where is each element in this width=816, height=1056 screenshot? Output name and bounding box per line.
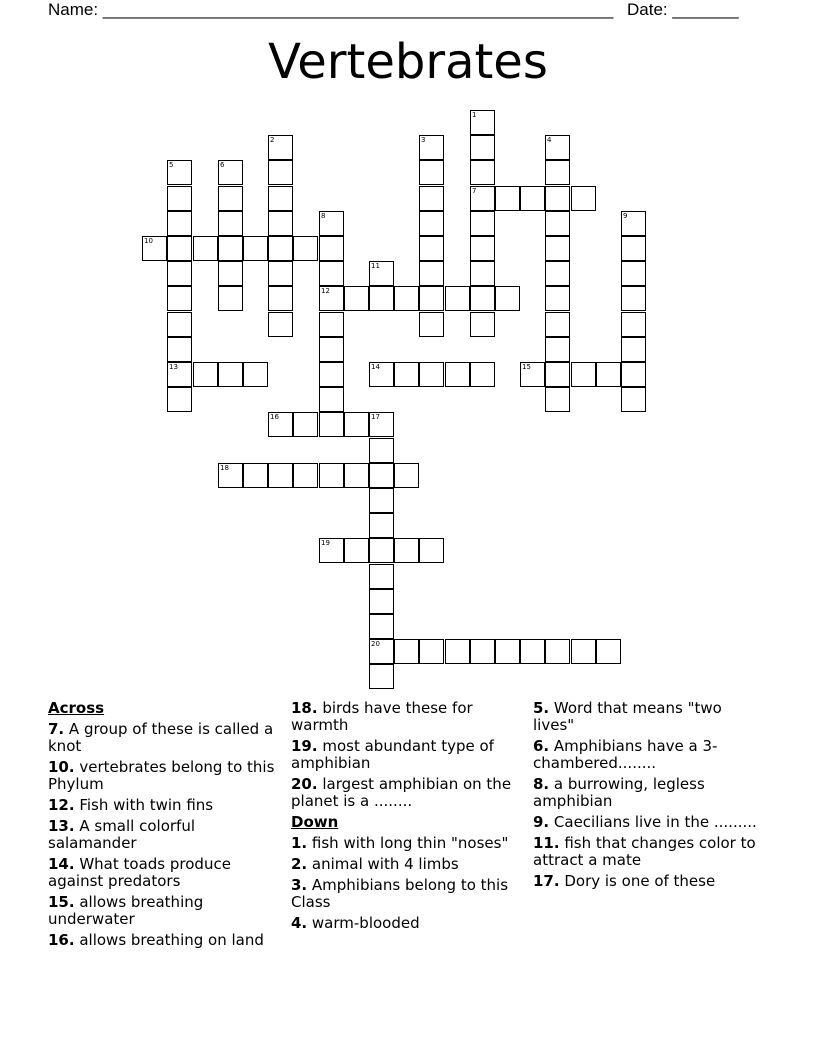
clue-item bbox=[48, 797, 280, 814]
clue-number: 1 bbox=[472, 111, 477, 119]
clue-item bbox=[291, 776, 516, 810]
crossword-cell[interactable] bbox=[545, 337, 570, 362]
crossword-cell[interactable] bbox=[319, 312, 344, 337]
clue-number: 19 bbox=[321, 539, 330, 547]
crossword-cell[interactable] bbox=[167, 261, 192, 286]
clue-number: 6 bbox=[220, 161, 225, 169]
crossword-cell[interactable] bbox=[167, 160, 192, 185]
crossword-cell[interactable] bbox=[268, 160, 293, 185]
crossword-cell[interactable] bbox=[319, 236, 344, 261]
crossword-cell[interactable] bbox=[571, 362, 596, 387]
crossword-cell[interactable] bbox=[369, 261, 394, 286]
crossword-cell[interactable] bbox=[293, 463, 318, 488]
clue-text: largest amphibian on the planet is a ........ bbox=[291, 775, 512, 810]
crossword-cell[interactable] bbox=[243, 362, 268, 387]
across-clue-list-continued bbox=[291, 700, 516, 810]
crossword-cell[interactable] bbox=[218, 236, 243, 261]
clue-text: Amphibians belong to this Class bbox=[291, 876, 509, 911]
clue-number-label: 11. bbox=[533, 834, 560, 852]
crossword-cell[interactable] bbox=[394, 639, 419, 664]
clue-text: A group of these is called a knot bbox=[48, 720, 274, 755]
crossword-cell[interactable] bbox=[369, 589, 394, 614]
clues-column-3 bbox=[533, 700, 758, 894]
clues-column-2 bbox=[291, 700, 516, 936]
crossword-cell[interactable] bbox=[545, 261, 570, 286]
crossword-cell[interactable] bbox=[319, 463, 344, 488]
clue-number-label: 4. bbox=[291, 914, 308, 932]
crossword-cell[interactable] bbox=[470, 236, 495, 261]
clue-number-label: 1. bbox=[291, 834, 308, 852]
clue-text: birds have these for warmth bbox=[291, 699, 473, 734]
crossword-cell[interactable] bbox=[419, 236, 444, 261]
clue-text: Fish with twin fins bbox=[74, 796, 214, 814]
crossword-cell[interactable] bbox=[218, 186, 243, 211]
crossword-cell[interactable] bbox=[167, 236, 192, 261]
clue-number-label: 6. bbox=[533, 737, 550, 755]
crossword-cell[interactable] bbox=[621, 286, 646, 311]
crossword-cell[interactable] bbox=[319, 538, 344, 563]
clue-number-label: 3. bbox=[291, 876, 308, 894]
crossword-cell[interactable] bbox=[419, 286, 444, 311]
clue-text: animal with 4 limbs bbox=[307, 855, 459, 873]
clue-number-label: 19. bbox=[291, 737, 318, 755]
crossword-cell[interactable] bbox=[293, 236, 318, 261]
crossword-cell[interactable] bbox=[319, 286, 344, 311]
crossword-cell[interactable] bbox=[419, 312, 444, 337]
crossword-cell[interactable] bbox=[470, 135, 495, 160]
crossword-cell[interactable] bbox=[268, 236, 293, 261]
crossword-cell[interactable] bbox=[369, 538, 394, 563]
clue-number-label: 7. bbox=[48, 720, 65, 738]
clue-number-label: 15. bbox=[48, 893, 75, 911]
clue-number: 15 bbox=[522, 363, 531, 371]
crossword-cell[interactable] bbox=[369, 664, 394, 689]
crossword-cell[interactable] bbox=[419, 160, 444, 185]
crossword-cell[interactable] bbox=[369, 286, 394, 311]
page-title: Vertebrates bbox=[268, 34, 548, 90]
crossword-cell[interactable] bbox=[545, 312, 570, 337]
crossword-cell[interactable] bbox=[545, 160, 570, 185]
clue-item bbox=[291, 700, 516, 734]
crossword-cell[interactable] bbox=[545, 211, 570, 236]
crossword-cell[interactable] bbox=[520, 639, 545, 664]
crossword-cell[interactable] bbox=[419, 538, 444, 563]
clue-text: Amphibians have a 3-chambered........ bbox=[533, 737, 718, 772]
clue-item bbox=[533, 738, 758, 772]
crossword-cell[interactable] bbox=[470, 186, 495, 211]
crossword-cell[interactable] bbox=[545, 387, 570, 412]
clue-text: warm-blooded bbox=[307, 914, 420, 932]
crossword-cell[interactable] bbox=[167, 186, 192, 211]
clue-text: allows breathing on land bbox=[74, 931, 264, 949]
down-clue-list bbox=[291, 835, 516, 932]
clue-text: What toads produce against predators bbox=[48, 855, 231, 890]
crossword-cell[interactable] bbox=[319, 337, 344, 362]
crossword-cell[interactable] bbox=[621, 362, 646, 387]
crossword-cell[interactable] bbox=[268, 186, 293, 211]
crossword-cell[interactable] bbox=[218, 362, 243, 387]
crossword-cell[interactable] bbox=[621, 337, 646, 362]
crossword-cell[interactable] bbox=[621, 387, 646, 412]
crossword-cell[interactable] bbox=[419, 211, 444, 236]
clue-number: 3 bbox=[421, 136, 426, 144]
crossword-cell[interactable] bbox=[445, 362, 470, 387]
crossword-cell[interactable] bbox=[268, 463, 293, 488]
crossword-cell[interactable] bbox=[571, 639, 596, 664]
crossword-cell[interactable] bbox=[394, 538, 419, 563]
crossword-cell[interactable] bbox=[394, 463, 419, 488]
clue-number: 5 bbox=[169, 161, 174, 169]
crossword-cell[interactable] bbox=[142, 236, 167, 261]
clue-number: 11 bbox=[371, 262, 380, 270]
crossword-cell[interactable] bbox=[419, 639, 444, 664]
crossword-cell[interactable] bbox=[369, 362, 394, 387]
crossword-cell[interactable] bbox=[369, 614, 394, 639]
clue-number-label: 5. bbox=[533, 699, 550, 717]
clue-item bbox=[291, 915, 516, 932]
crossword-cell[interactable] bbox=[268, 211, 293, 236]
clue-item bbox=[533, 814, 758, 831]
crossword-cell[interactable] bbox=[193, 362, 218, 387]
crossword-cell[interactable] bbox=[621, 236, 646, 261]
down-clue-list-continued bbox=[533, 700, 758, 890]
crossword-cell[interactable] bbox=[268, 286, 293, 311]
clue-item bbox=[48, 759, 280, 793]
crossword-cell[interactable] bbox=[268, 312, 293, 337]
clue-item bbox=[48, 932, 280, 949]
clue-item bbox=[48, 894, 280, 928]
crossword-cell[interactable] bbox=[268, 261, 293, 286]
crossword-cell[interactable] bbox=[470, 362, 495, 387]
crossword-cell[interactable] bbox=[167, 362, 192, 387]
crossword-cell[interactable] bbox=[470, 160, 495, 185]
crossword-cell[interactable] bbox=[419, 135, 444, 160]
crossword-cell[interactable] bbox=[243, 463, 268, 488]
clue-text: Caecilians live in the ......... bbox=[549, 813, 757, 831]
clue-text: fish with long thin "noses" bbox=[307, 834, 509, 852]
clue-item bbox=[291, 856, 516, 873]
crossword-cell[interactable] bbox=[293, 412, 318, 437]
crossword-cell[interactable] bbox=[344, 412, 369, 437]
clue-number: 17 bbox=[371, 413, 380, 421]
clue-number-label: 12. bbox=[48, 796, 75, 814]
clue-item bbox=[291, 835, 516, 852]
clue-number-label: 13. bbox=[48, 817, 75, 835]
clue-number: 8 bbox=[321, 212, 326, 220]
crossword-cell[interactable] bbox=[218, 463, 243, 488]
crossword-cell[interactable] bbox=[470, 211, 495, 236]
crossword-cell[interactable] bbox=[369, 412, 394, 437]
crossword-cell[interactable] bbox=[167, 286, 192, 311]
crossword-cell[interactable] bbox=[369, 513, 394, 538]
clue-text: a burrowing, legless amphibian bbox=[533, 775, 705, 810]
clue-number-label: 2. bbox=[291, 855, 308, 873]
crossword-cell[interactable] bbox=[545, 186, 570, 211]
down-heading: Down bbox=[291, 813, 339, 831]
crossword-cell[interactable] bbox=[243, 236, 268, 261]
clue-number-label: 18. bbox=[291, 699, 318, 717]
crossword-cell[interactable] bbox=[167, 312, 192, 337]
crossword-cell[interactable] bbox=[495, 186, 520, 211]
crossword-cell[interactable] bbox=[167, 211, 192, 236]
clue-text: most abundant type of amphibian bbox=[291, 737, 494, 772]
clue-number: 7 bbox=[472, 187, 477, 195]
clue-number: 10 bbox=[144, 237, 153, 245]
crossword-cell[interactable] bbox=[193, 236, 218, 261]
crossword-cell[interactable] bbox=[218, 160, 243, 185]
clue-item bbox=[291, 738, 516, 772]
crossword-cell[interactable] bbox=[344, 538, 369, 563]
across-clue-list bbox=[48, 721, 280, 949]
date-field-label: Date: _______ bbox=[627, 0, 739, 19]
crossword-cell[interactable] bbox=[520, 362, 545, 387]
clue-item bbox=[533, 700, 758, 734]
clue-number-label: 8. bbox=[533, 775, 550, 793]
crossword-cell[interactable] bbox=[545, 362, 570, 387]
crossword-cell[interactable] bbox=[218, 211, 243, 236]
clue-number: 4 bbox=[547, 136, 552, 144]
crossword-cell[interactable] bbox=[545, 236, 570, 261]
clue-item bbox=[48, 721, 280, 755]
clue-number: 2 bbox=[270, 136, 275, 144]
crossword-cell[interactable] bbox=[419, 362, 444, 387]
crossword-cell[interactable] bbox=[344, 463, 369, 488]
crossword-cell[interactable] bbox=[621, 261, 646, 286]
clue-number-label: 9. bbox=[533, 813, 550, 831]
crossword-cell[interactable] bbox=[319, 387, 344, 412]
crossword-cell[interactable] bbox=[545, 639, 570, 664]
clue-item bbox=[533, 835, 758, 869]
clue-number: 16 bbox=[270, 413, 279, 421]
clue-number: 13 bbox=[169, 363, 178, 371]
clue-text: Word that means "two lives" bbox=[533, 699, 722, 734]
clue-item bbox=[533, 776, 758, 810]
crossword-cell[interactable] bbox=[167, 337, 192, 362]
crossword-cell[interactable] bbox=[218, 261, 243, 286]
crossword-cell[interactable] bbox=[545, 135, 570, 160]
across-heading: Across bbox=[48, 699, 105, 717]
crossword-cell[interactable] bbox=[470, 639, 495, 664]
crossword-cell[interactable] bbox=[520, 186, 545, 211]
crossword-cell[interactable] bbox=[319, 261, 344, 286]
clue-number: 9 bbox=[623, 212, 628, 220]
clue-number-label: 10. bbox=[48, 758, 75, 776]
crossword-cell[interactable] bbox=[419, 261, 444, 286]
crossword-cell[interactable] bbox=[621, 211, 646, 236]
crossword-cell[interactable] bbox=[369, 564, 394, 589]
clue-item bbox=[291, 877, 516, 911]
clue-text: Dory is one of these bbox=[559, 872, 716, 890]
crossword-cell[interactable] bbox=[445, 639, 470, 664]
crossword-cell[interactable] bbox=[369, 463, 394, 488]
crossword-cell[interactable] bbox=[470, 312, 495, 337]
crossword-cell[interactable] bbox=[470, 286, 495, 311]
clue-item bbox=[48, 818, 280, 852]
name-field-label: Name: ______________________________________________________ bbox=[48, 0, 614, 19]
clue-text: allows breathing underwater bbox=[48, 893, 204, 928]
crossword-cell[interactable] bbox=[495, 639, 520, 664]
crossword-cell[interactable] bbox=[319, 211, 344, 236]
crossword-cell[interactable] bbox=[470, 261, 495, 286]
clue-number-label: 17. bbox=[533, 872, 560, 890]
crossword-cell[interactable] bbox=[268, 135, 293, 160]
clue-text: fish that changes color to attract a mate bbox=[533, 834, 756, 869]
crossword-cell[interactable] bbox=[369, 639, 394, 664]
crossword-cell[interactable] bbox=[369, 438, 394, 463]
clue-number: 18 bbox=[220, 464, 229, 472]
crossword-cell[interactable] bbox=[596, 639, 621, 664]
crossword-cell[interactable] bbox=[167, 387, 192, 412]
crossword-cell[interactable] bbox=[394, 286, 419, 311]
clue-number: 14 bbox=[371, 363, 380, 371]
crossword-cell[interactable] bbox=[470, 110, 495, 135]
crossword-cell[interactable] bbox=[545, 286, 570, 311]
crossword-cell[interactable] bbox=[218, 286, 243, 311]
clues-column-1 bbox=[48, 700, 280, 953]
clue-number-label: 16. bbox=[48, 931, 75, 949]
clue-number: 12 bbox=[321, 287, 330, 295]
crossword-cell[interactable] bbox=[394, 362, 419, 387]
crossword-cell[interactable] bbox=[319, 412, 344, 437]
clue-number: 20 bbox=[371, 640, 380, 648]
crossword-cell[interactable] bbox=[419, 186, 444, 211]
clue-item bbox=[48, 856, 280, 890]
crossword-cell[interactable] bbox=[344, 286, 369, 311]
crossword-cell[interactable] bbox=[268, 412, 293, 437]
crossword-cell[interactable] bbox=[369, 488, 394, 513]
clue-item bbox=[533, 873, 758, 890]
crossword-cell[interactable] bbox=[445, 286, 470, 311]
crossword-cell[interactable] bbox=[596, 362, 621, 387]
crossword-cell[interactable] bbox=[495, 286, 520, 311]
clue-text: A small colorful salamander bbox=[48, 817, 195, 852]
clue-number-label: 20. bbox=[291, 775, 318, 793]
clue-number-label: 14. bbox=[48, 855, 75, 873]
clue-text: vertebrates belong to this Phylum bbox=[48, 758, 275, 793]
crossword-cell[interactable] bbox=[571, 186, 596, 211]
crossword-cell[interactable] bbox=[319, 362, 344, 387]
crossword-cell[interactable] bbox=[621, 312, 646, 337]
